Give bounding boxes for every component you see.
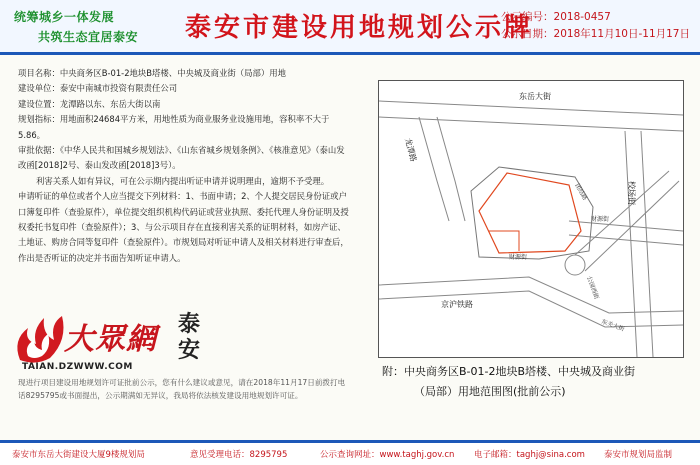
label-caiyuan: 财源街 — [591, 216, 610, 223]
label-dongyue: 东岳大街 — [519, 92, 551, 101]
logo-name: 大眾網 — [64, 322, 157, 357]
notice-meta — [501, 9, 690, 43]
map-caption-line2: （局部）用地范围图(批前公示) — [414, 385, 566, 398]
label-tuanjie: 团结路 — [573, 182, 589, 202]
notice-text — [18, 66, 350, 266]
logo-city: 泰安 — [178, 312, 201, 363]
location: 建设位置：龙潭路以东、东岳大街以南 — [18, 98, 161, 109]
basis: 审批依据：《中华人民共和国城乡规划法》、《山东省城乡规划条例》、《核准意见》（泰山发改函[2018]2号、泰山发改函[2018]3号）。 — [18, 145, 345, 171]
slogan-line1: 统筹城乡一体发展 — [14, 10, 115, 24]
page-title: 泰安市建设用地规划公示牌 — [185, 13, 534, 43]
label-gongyuan: 公园西街 — [585, 275, 600, 301]
slogan-line2: 共筑生态宜居泰安 — [38, 30, 139, 44]
label-jingquan: 京沪铁路 — [441, 300, 473, 309]
notice-date: 公示日期：2018年11月10日-11月17日 — [501, 28, 690, 40]
footer-address: 泰安市东岳大街建设大厦9楼规划局 — [12, 450, 145, 460]
indicators: 规划指标：用地面积24684平方米，用地性质为商业服务业设施用地，容积率不大于5.86。 — [18, 114, 330, 140]
footer-website: 公示查询网址：www.taghj.gov.cn — [320, 450, 455, 460]
application: 申请听证的单位或者个人应当提交下列材料：1、书面申请；2、个人提交居民身份证或户口簿复印件（查验原件），单位提交组织机构代码证或营业执照、委托代理人身份证明及授权委托书复印件（查验原件）；3、与公示项目存在直接利害关系的证明材料，如房产证、土地证、购房合同等复印件（查验原件）。市规划局对听证申请人及相关材料进行审查后，作出是否听证的决定并书面告知听证申请人。 — [18, 191, 349, 263]
label-caiyuan2: 财源街 — [509, 254, 528, 261]
header — [0, 0, 700, 55]
rights: 利害关系人如有异议，可在公示期内提出听证申请并说明理由，逾期不予受理。 — [36, 175, 330, 186]
project-name: 项目名称：中央商务区B-01-2地块B塔楼、中央城及商业街（局部）用地 — [18, 68, 287, 78]
notice-number: 公示编号：2018-0457 — [501, 11, 611, 23]
owner: 建设单位：泰安中南城市投资有限责任公司 — [18, 83, 178, 94]
label-dongdaguan: 东关大街 — [600, 318, 626, 334]
footer-phone: 意见受理电话：8295795 — [190, 450, 288, 460]
footer-supervisor: 泰安市规划局监制 — [604, 450, 673, 460]
footer — [0, 440, 700, 465]
dzwww-logo — [10, 310, 210, 380]
footer-email: 电子邮箱：taghj@sina.com — [474, 450, 585, 460]
label-xiaochang: 校场街 — [627, 181, 636, 205]
map-caption — [382, 362, 682, 402]
logo-url: TAIAN.DZWWW.COM — [22, 362, 133, 372]
notice-footnote: 现进行项目建设用地规划许可证批前公示，您有什么建议或意见，请在2018年11月17日前拨打电话8295795或书面提出，公示期满如无异议，我局将依法核发建设用地规划许可证。 — [18, 378, 346, 400]
label-longtan: 龙潭路 — [403, 137, 418, 163]
flame-icon — [10, 310, 70, 366]
map-drawing — [379, 81, 683, 357]
map-caption-line1: 附：中央商务区B-01-2地块B塔楼、中央城及商业街 — [382, 365, 636, 378]
site-plan-map — [378, 80, 684, 358]
